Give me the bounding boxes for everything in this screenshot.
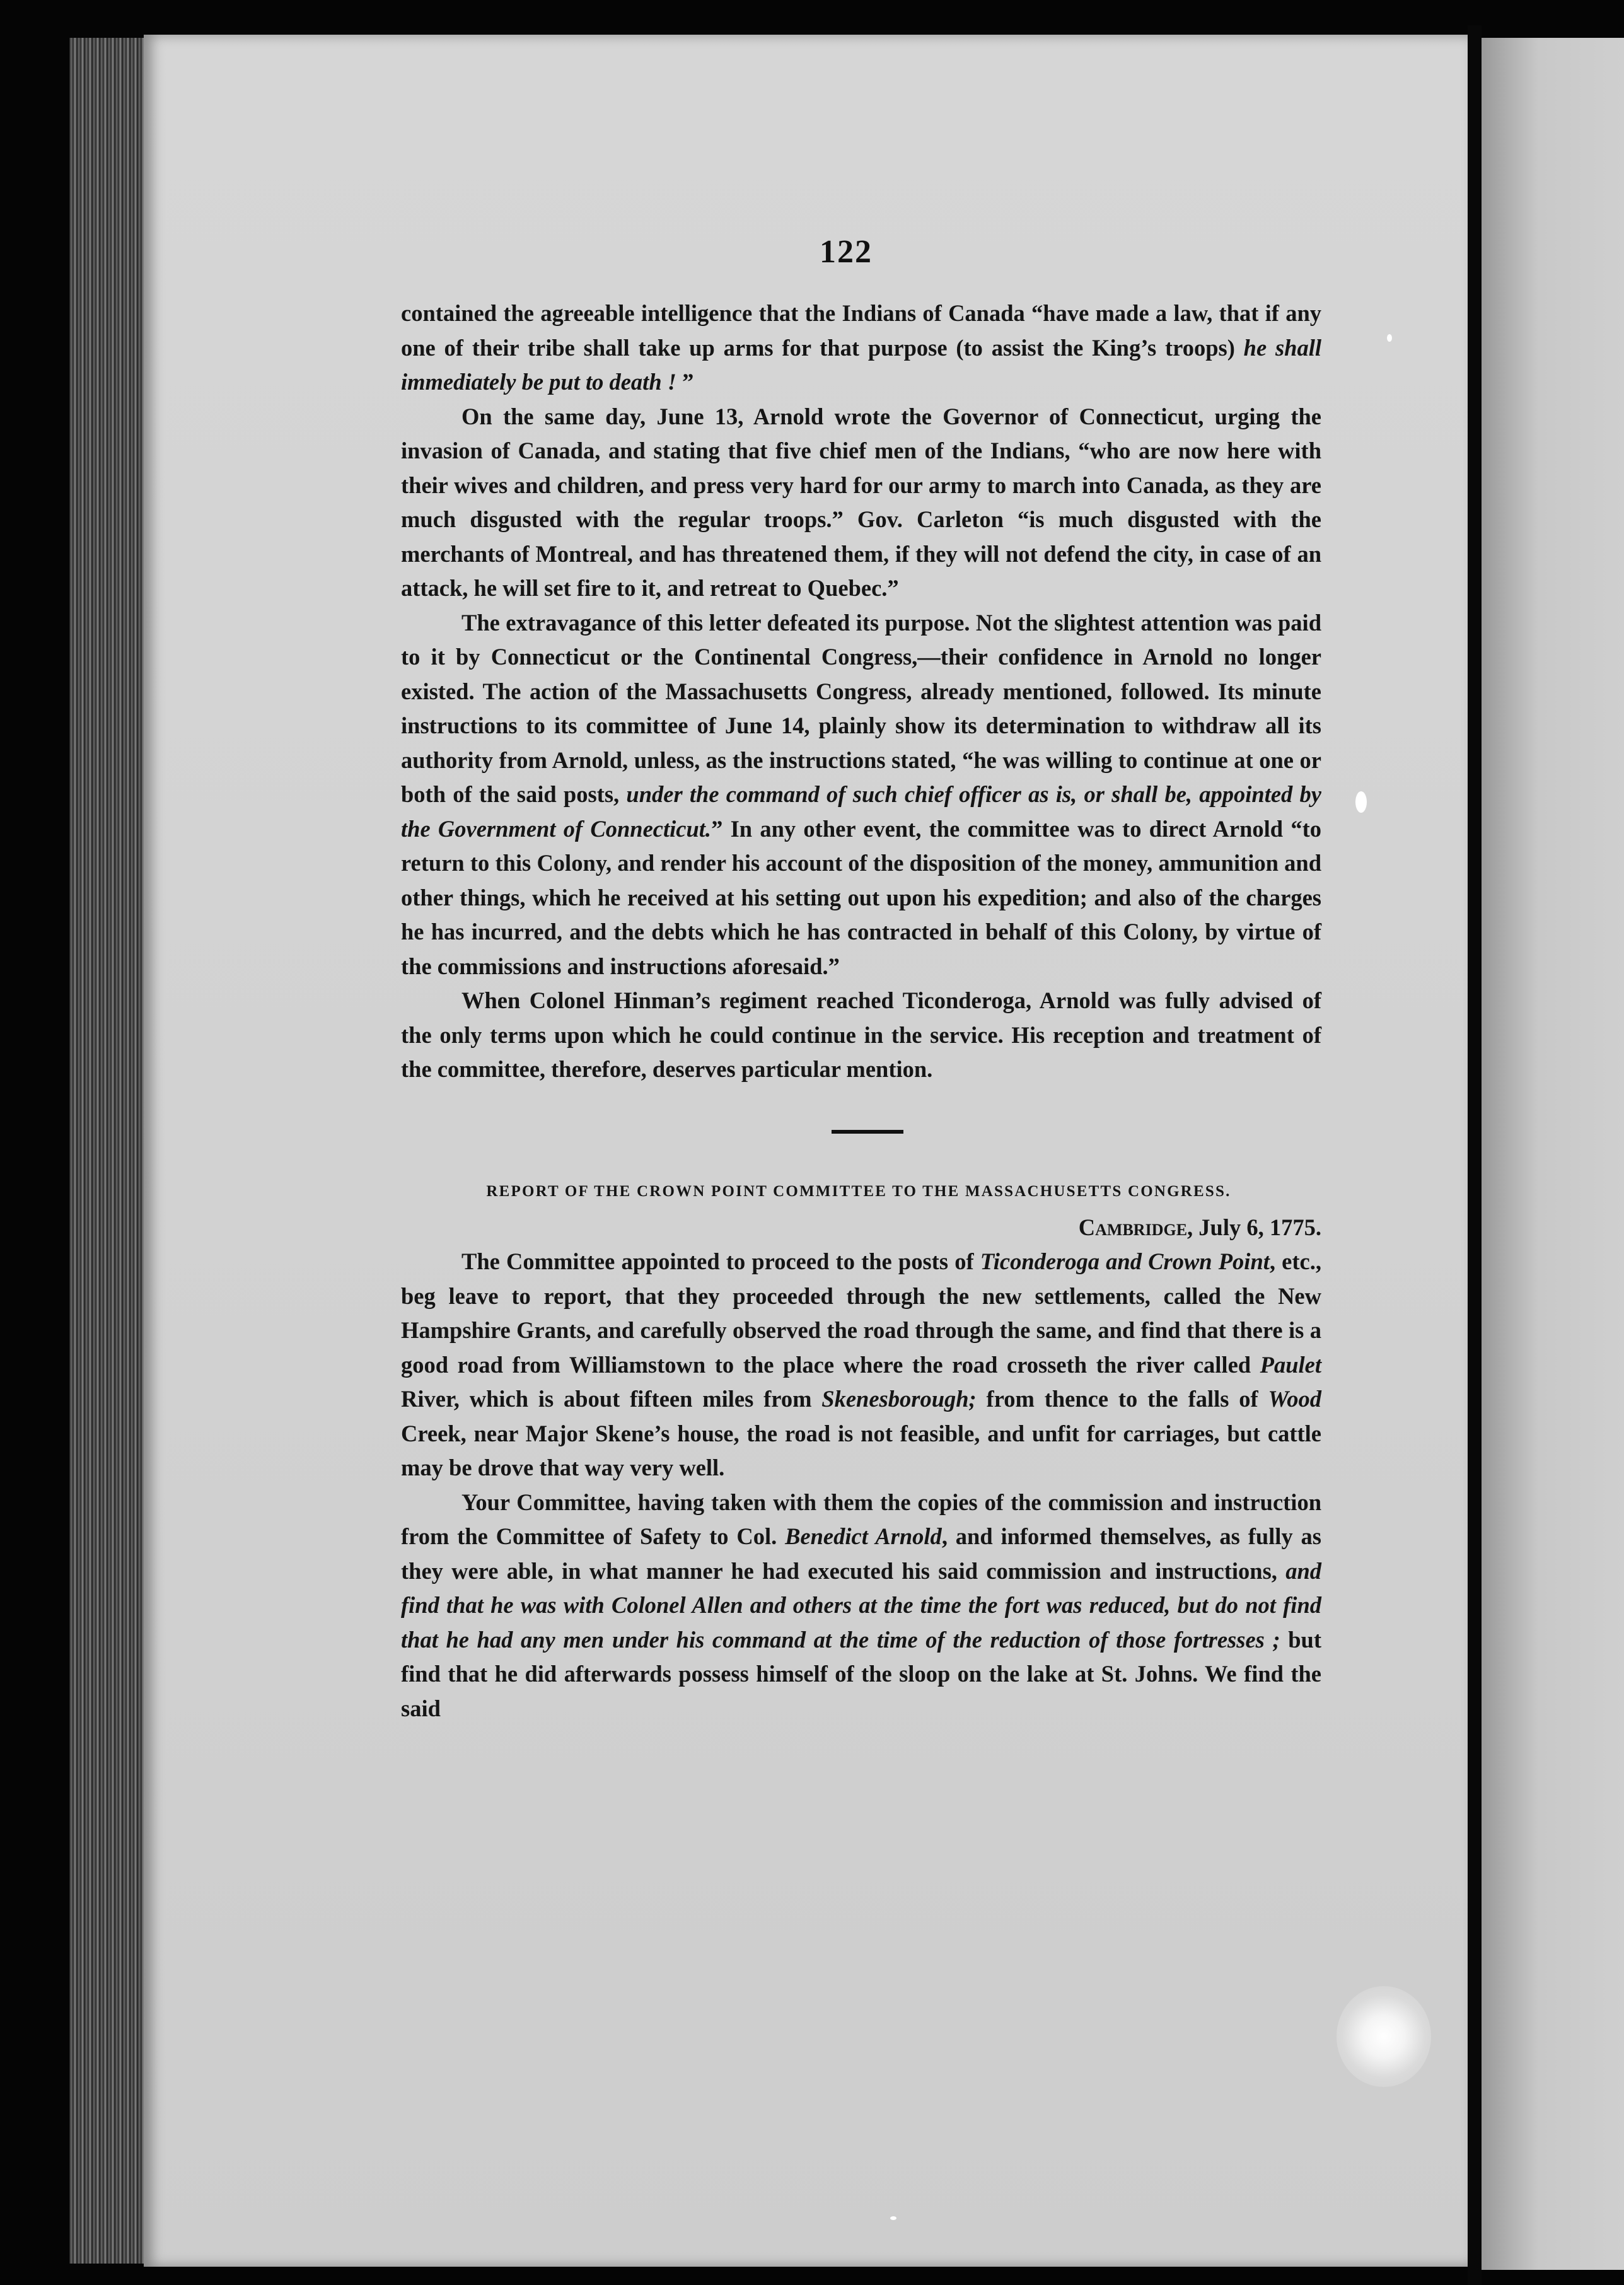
scan-glare xyxy=(1337,1986,1431,2087)
text-run: from thence to the falls of xyxy=(976,1386,1268,1412)
paragraph xyxy=(401,984,1321,1087)
text-run: When Colonel Hinman’s regiment reached Ticonderoga, Arnold was fully advised of the only terms upon which he could continue in the service. His reception and treatment of the committee, therefore, deserves particular mention. xyxy=(401,987,1321,1082)
text-run: , etc., beg leave to report, that they proceeded through the new settlements, called the New Hampshire Grants, and carefully observed the road through the same, and find that there is a good road from Williamstown to the place where the road crosseth the river called xyxy=(401,1248,1321,1378)
dateline-place: Cambridge, xyxy=(1078,1214,1193,1240)
italic-text: Paulet xyxy=(1260,1351,1321,1378)
italic-text: Wood xyxy=(1268,1386,1321,1412)
dateline xyxy=(401,1211,1321,1245)
paragraph xyxy=(401,400,1321,606)
gutter xyxy=(1468,25,1482,2285)
facing-page-edge xyxy=(1482,38,1624,2270)
page-body xyxy=(401,296,1321,1726)
italic-text: Benedict Arnold xyxy=(785,1523,942,1549)
text-run: Creek, near Major Skene’s house, the road is not feasible, and unfit for carriages, but cattle may be drove that way very well. xyxy=(401,1420,1321,1480)
report-heading: REPORT OF THE CROWN POINT COMMITTEE TO THE MASSACHUSETTS CONGRESS. xyxy=(486,1182,1231,1200)
text-run: contained the agreeable intelligence that the Indians of Canada “have made a law, that if any one of their tribe shall take up arms for that purpose (to assist the King’s troops) xyxy=(401,300,1321,361)
page-edges xyxy=(69,38,150,2264)
scan-speck xyxy=(890,2216,896,2220)
italic-text: under the command of such chief officer as is, or shall be, appointed by the Government of Connecticut. xyxy=(401,781,1321,842)
section-divider xyxy=(832,1130,903,1134)
italic-text: Ticonderoga and Crown Point xyxy=(980,1248,1270,1274)
report-section xyxy=(401,1245,1321,1726)
text-run: The extravagance of this letter defeated its purpose. Not the slightest attention was paid to it by Connecticut or the Continental Congress,—their confidence in Arnold no longer existed. The action of the Massachusetts Congress, already mentioned, followed. Its minute instructions to its committee of June 14, plainly show its determination to withdraw all its authority from Arnold, unless, as the instructions stated, “he was willing to continue at one or both of the said posts, xyxy=(401,609,1321,807)
dateline-date: July 6, 1775. xyxy=(1193,1214,1321,1240)
scan-speck xyxy=(1355,791,1367,813)
text-run: ” In any other event, the committee was to direct Arnold “to return to this Colony, and render his account of the disposition of the money, ammunition and other things, which he received at his setting out upon his expedition; and also of the charges he has incurred, and the debts which he has contracted in behalf of this Colony, by virtue of the commissions and instructions aforesaid.” xyxy=(401,815,1321,979)
italic-text: he shall immediately be put to death ! xyxy=(401,334,1321,395)
paragraph xyxy=(401,296,1321,400)
text-run: The Committee appointed to proceed to the posts of xyxy=(461,1248,980,1274)
text-run: On the same day, June 13, Arnold wrote the Governor of Connecticut, urging the invasion of Canada, and stating that five chief men of the Indians, “who are now here with their wives and children, and press very hard for our army to march into Canada, as they are much disgusted with the regular troops.” Gov. Carleton “is much disgusted with the merchants of Montreal, and has threatened them, if they will not defend the city, in case of an attack, he will set fire to it, and retreat to Quebec.” xyxy=(401,403,1321,601)
text-run: ” xyxy=(676,369,694,395)
text-run: , and informed themselves, as fully as they were able, in what manner he had executed his said commission and instructions, xyxy=(401,1523,1321,1584)
text-run: but find that he did afterwards possess himself of the sloop on the lake at St. Johns. We find the said xyxy=(401,1626,1321,1721)
text-run: River, which is about fifteen miles from xyxy=(401,1386,822,1412)
text-run: Your Committee, having taken with them the copies of the commission and instruction from the Committee of Safety to Col. xyxy=(401,1489,1321,1549)
scan-speck xyxy=(1387,334,1392,342)
narrative-section xyxy=(401,296,1321,1087)
italic-text: and find that he was with Colonel Allen and others at the time the fort was reduced, but do not find that he had any men under his command at the time of the reduction of those fortresses ; xyxy=(401,1557,1321,1653)
paragraph xyxy=(401,1245,1321,1486)
page-number: 122 xyxy=(820,234,873,270)
paragraph xyxy=(401,1486,1321,1726)
italic-text: Skenesborough; xyxy=(821,1386,977,1412)
paragraph xyxy=(401,606,1321,984)
